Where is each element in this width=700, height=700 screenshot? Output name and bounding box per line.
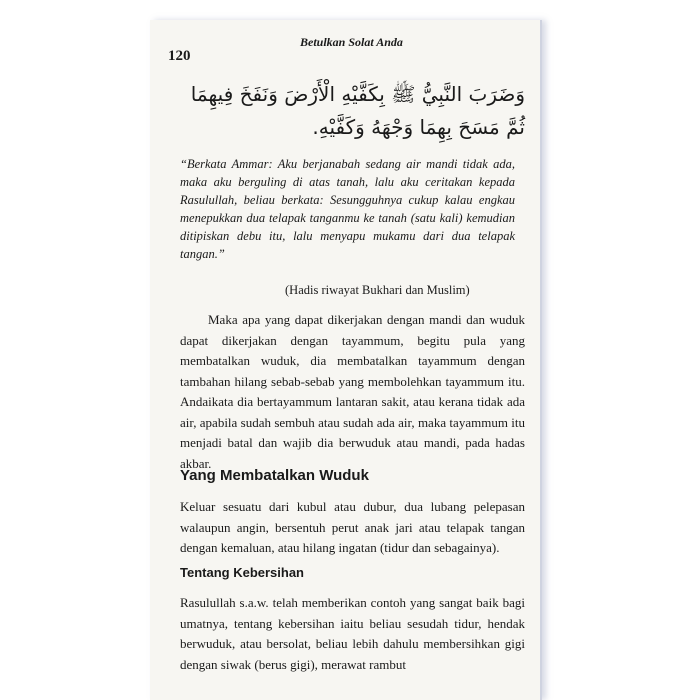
hadith-source: (Hadis riwayat Bukhari dan Muslim) [285, 283, 470, 297]
paragraph-kebersihan: Rasulullah s.a.w. telah memberikan contoh yang sangat baik bagi umatnya, tentang kebersihan iaitu beliau sesudah tidur, hendak berwuduk, atau bersolat, beliau lebih dahulu membersihkan gigi dengan siwak (berus gigi), merawat rambut [180, 595, 525, 672]
page-number: 120 [168, 48, 191, 64]
paragraph-membatalkan-wuduk: Keluar sesuatu dari kubul atau dubur, dua lubang pelepasan walaupun angin, bersentuh perut anak jari atau telapak tangan dengan kemaluan, atau hilang ingatan (tidur dan sebagainya). [180, 499, 525, 555]
section-heading-wuduk: Yang Membatalkan Wuduk [180, 467, 369, 484]
paragraph-tayammum: Maka apa yang dapat dikerjakan dengan mandi dan wuduk dapat dikerjakan dengan tayammum, begitu pula yang membatalkan wuduk, dia membatalkan tayammum dengan tambahan hilang sebab-sebab yang membolehkan tayammum itu. Andaikata dia bertayammum lantaran sakit, atau kerana tidak ada air, apabila sudah sembuh atau sudah ada air, maka tayammum itu menjadi batal dan wajib dia berwuduk atau mandi, pada hadas akbar. [180, 312, 525, 471]
arabic-text-line-2: ثُمَّ مَسَحَ بِهِمَا وَجْهَهُ وَكَفَّيْهِ. [312, 115, 525, 139]
book-page [150, 20, 542, 700]
arabic-text-line-1: وَضَرَبَ النَّبِيُّ ﷺ بِكَفَّيْهِ الْأَرْضَ وَنَفَخَ فِيهِمَا [190, 82, 525, 106]
hadith-translation: “Berkata Ammar: Aku berjanabah sedang air mandi tidak ada, maka aku berguling di atas tanah, lalu aku ceritakan kepada Rasulullah, beliau berkata: Sesungguhnya cukup kalau engkau menepukkan dua telapak tanganmu ke tanah (satu kali) kemudian ditipiskan debu itu, lalu menyapu mukamu dari dua telapak tangan.” [180, 157, 515, 261]
section-heading-kebersihan: Tentang Kebersihan [180, 565, 305, 580]
running-header: Betulkan Solat Anda [300, 35, 403, 49]
